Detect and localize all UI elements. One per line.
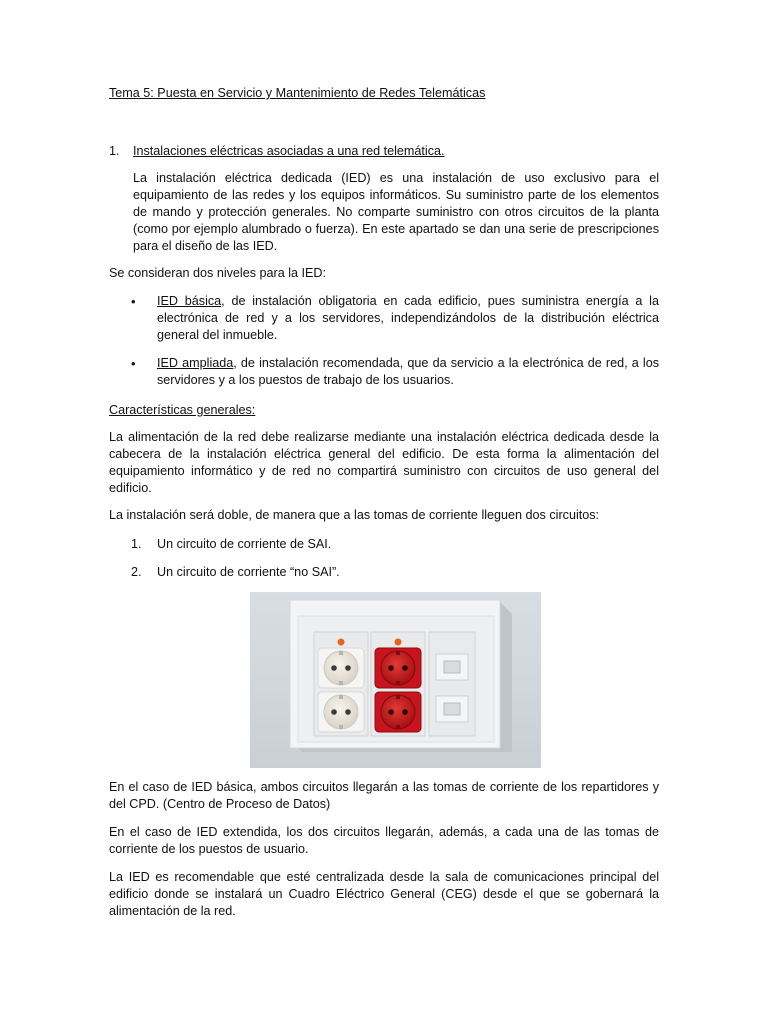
section-title: Instalaciones eléctricas asociadas a una red telemática. [133,144,445,158]
socket-box-photo [250,592,541,768]
circuit-item: Un circuito de corriente de SAI. [157,537,332,551]
general-heading: Características generales: [109,403,256,417]
general-paragraph: La alimentación de la red debe realizarse mediante una instalación eléctrica dedicada desde la cabecera de la instalación eléctrica general del edificio. De esta forma la alimentación del equipamiento informático y de red no compartirá suministro con circuitos de uso general del edificio. [109,430,659,495]
basic-case-paragraph: En el caso de IED básica, ambos circuitos llegarán a las tomas de corriente de los repartidores y del CPD. (Centro de Proceso de Datos) [109,780,659,811]
level-text: , de instalación obligatoria en cada edificio, pues suministra energía a la electrónica de red y a los servidores, independizándolos de la distribución eléctrica general del inmueble. [157,294,659,342]
extended-case-paragraph: En el caso de IED extendida, los dos circuitos llegarán, además, a cada una de las tomas de corriente de los puestos de usuario. [109,825,659,856]
network-port-icon [436,696,468,722]
double-install-text: La instalación será doble, de manera que a las tomas de corriente lleguen dos circuitos: [109,508,600,522]
level-term: IED básica [157,294,222,308]
indicator-light-icon [395,639,402,646]
white-socket-icon [318,648,364,688]
level-term: IED ampliada [157,356,234,370]
intro-paragraph: La instalación eléctrica dedicada (IED) es una instalación de uso exclusivo para el equipamiento de las redes y los equipos informáticos. Su suministro parte de los elementos de mando y protección generales. No comparte suministro con otros circuitos de la planta (como por ejemplo alumbrado o fuerza). En este apartado se dan una serie de prescripciones para el diseño de las IED. [133,171,659,253]
red-socket-icon [375,648,421,688]
bullet-icon: • [131,294,136,309]
section-number: 1. [109,144,120,158]
red-socket-icon [375,692,421,732]
bullet-icon: • [131,356,136,371]
level-item-basic [157,293,659,344]
circuit-number: 2. [131,565,142,579]
level-text: , de instalación recomendada, que da servicio a la electrónica de red, a los servidores y a los puestos de trabajo de los usuarios. [157,356,659,387]
network-port-icon [436,654,468,680]
circuit-item: Un circuito de corriente “no SAI”. [157,565,340,579]
levels-intro: Se consideran dos niveles para la IED: [109,266,327,280]
centralized-paragraph: La IED es recomendable que esté centralizada desde la sala de comunicaciones principal del edificio donde se instalará un Cuadro Eléctrico General (CEG) desde el que se gobernará la alimentación de la red. [109,870,659,918]
white-socket-icon [318,692,364,732]
circuit-number: 1. [131,537,142,551]
indicator-light-icon [338,639,345,646]
level-item-extended [157,355,659,389]
document-title: Tema 5: Puesta en Servicio y Mantenimiento de Redes Telemáticas [109,86,486,100]
